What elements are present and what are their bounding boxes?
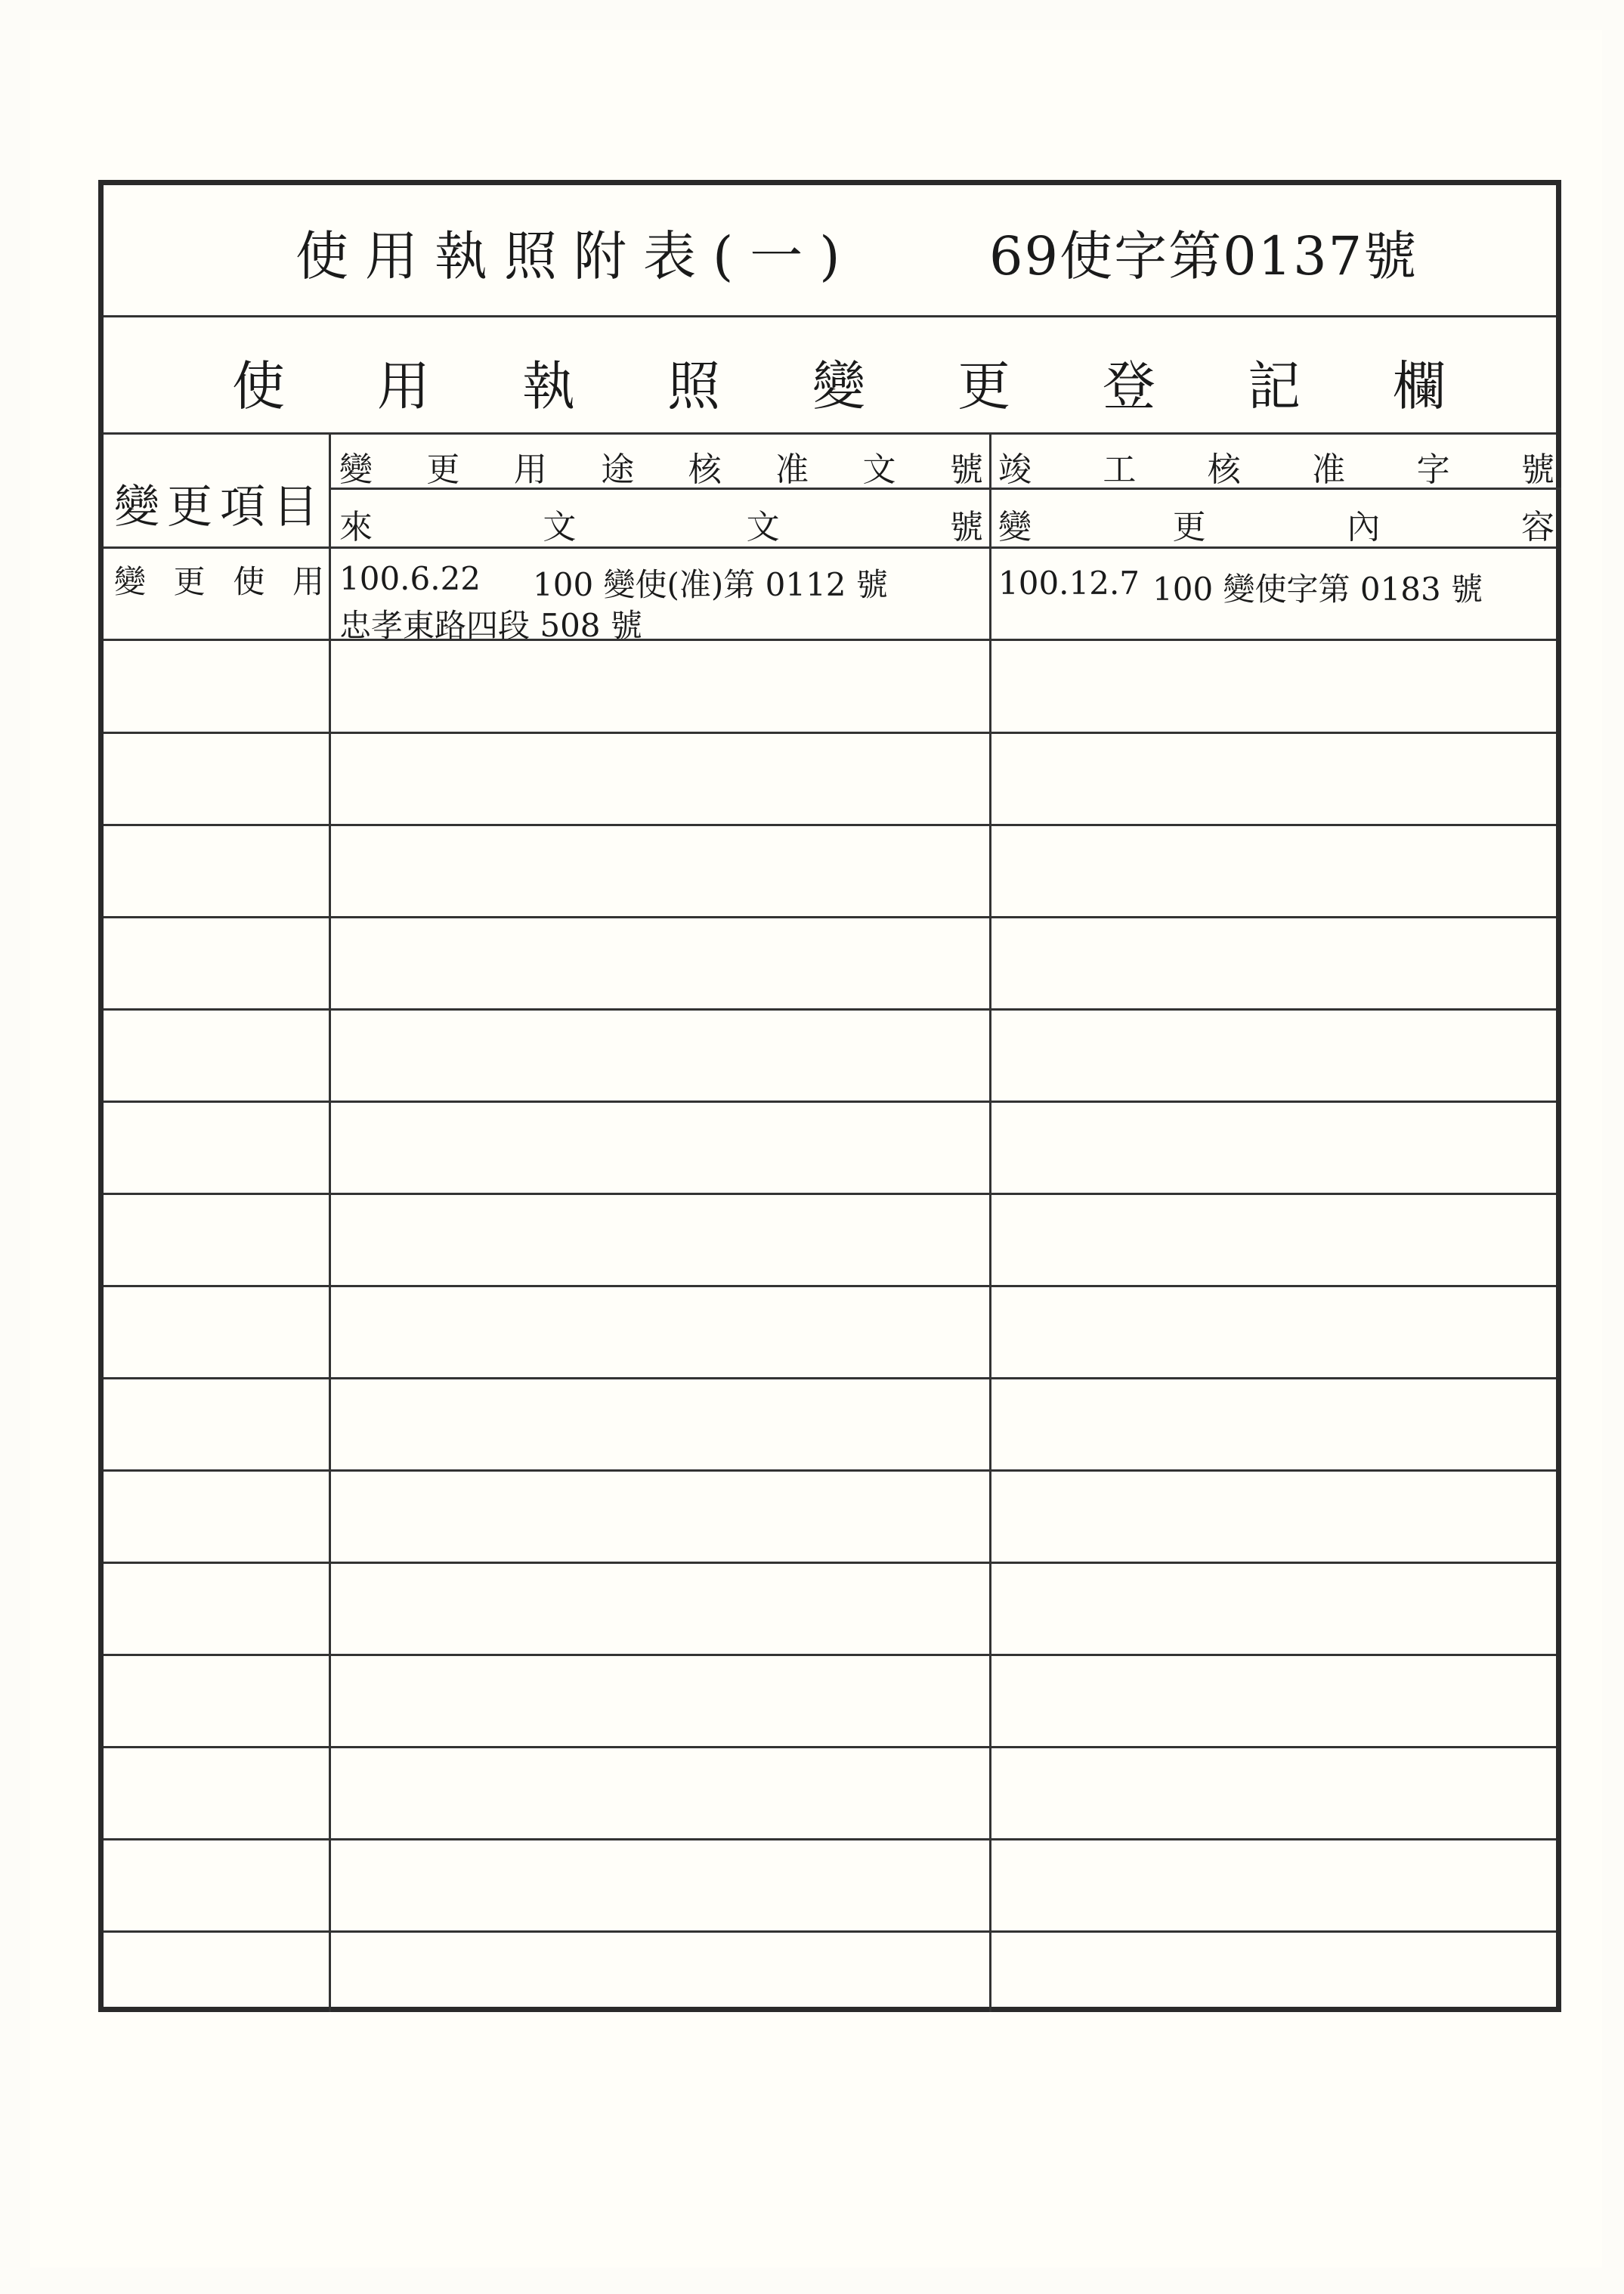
row-line xyxy=(104,1193,1556,1195)
row-address: 忠孝東路四段 508 號 xyxy=(339,607,642,644)
header-change-content: 變 更 內 容 xyxy=(998,508,1554,546)
license-form-table xyxy=(98,180,1561,2012)
row-line xyxy=(104,546,1556,549)
row-change-item: 變 更 使 用 xyxy=(114,563,324,600)
row-line xyxy=(104,1562,1556,1564)
section-title-char: 更 xyxy=(957,355,1010,417)
section-title-char: 照 xyxy=(667,355,720,417)
section-title-char: 欄 xyxy=(1393,355,1446,417)
row-line xyxy=(104,1101,1556,1103)
row-completion-no: 100 變使字第 0183 號 xyxy=(1152,571,1483,608)
row-approval-no: 100 變使(准)第 0112 號 xyxy=(533,566,888,603)
section-title-char: 執 xyxy=(522,355,575,417)
row-completion-date: 100.12.7 xyxy=(998,565,1140,602)
row-line xyxy=(104,1746,1556,1748)
section-title-char: 使 xyxy=(232,355,285,417)
column-divider xyxy=(989,432,991,2012)
row-line xyxy=(104,1654,1556,1656)
section-title-char: 用 xyxy=(377,355,430,417)
row-line xyxy=(104,732,1556,734)
row-line xyxy=(104,1377,1556,1379)
row-line xyxy=(104,1469,1556,1472)
section-title-row xyxy=(104,315,1556,435)
license-number: 69使字第0137號 xyxy=(989,225,1418,287)
section-title-char: 登 xyxy=(1103,355,1155,417)
header-change-item: 變更項目 xyxy=(114,481,326,534)
row-line xyxy=(104,824,1556,826)
header-incoming-doc-no: 來 文 文 號 xyxy=(339,508,983,546)
row-line xyxy=(104,916,1556,918)
row-line xyxy=(104,1285,1556,1287)
section-title-char: 變 xyxy=(812,355,865,417)
row-line xyxy=(104,1838,1556,1840)
column-divider xyxy=(329,432,331,2012)
form-title: 使用執照附表(一) xyxy=(295,225,857,287)
header-approval-no: 變 更 用 途 核 准 文 號 xyxy=(339,450,983,489)
row-approval-date: 100.6.22 xyxy=(339,560,481,597)
row-line xyxy=(104,639,1556,641)
row-line xyxy=(104,1008,1556,1011)
row-line xyxy=(104,1930,1556,1933)
title-row xyxy=(104,185,1556,317)
header-completion-approval-no: 竣 工 核 准 字 號 xyxy=(998,450,1554,489)
section-title-char: 記 xyxy=(1248,355,1301,417)
